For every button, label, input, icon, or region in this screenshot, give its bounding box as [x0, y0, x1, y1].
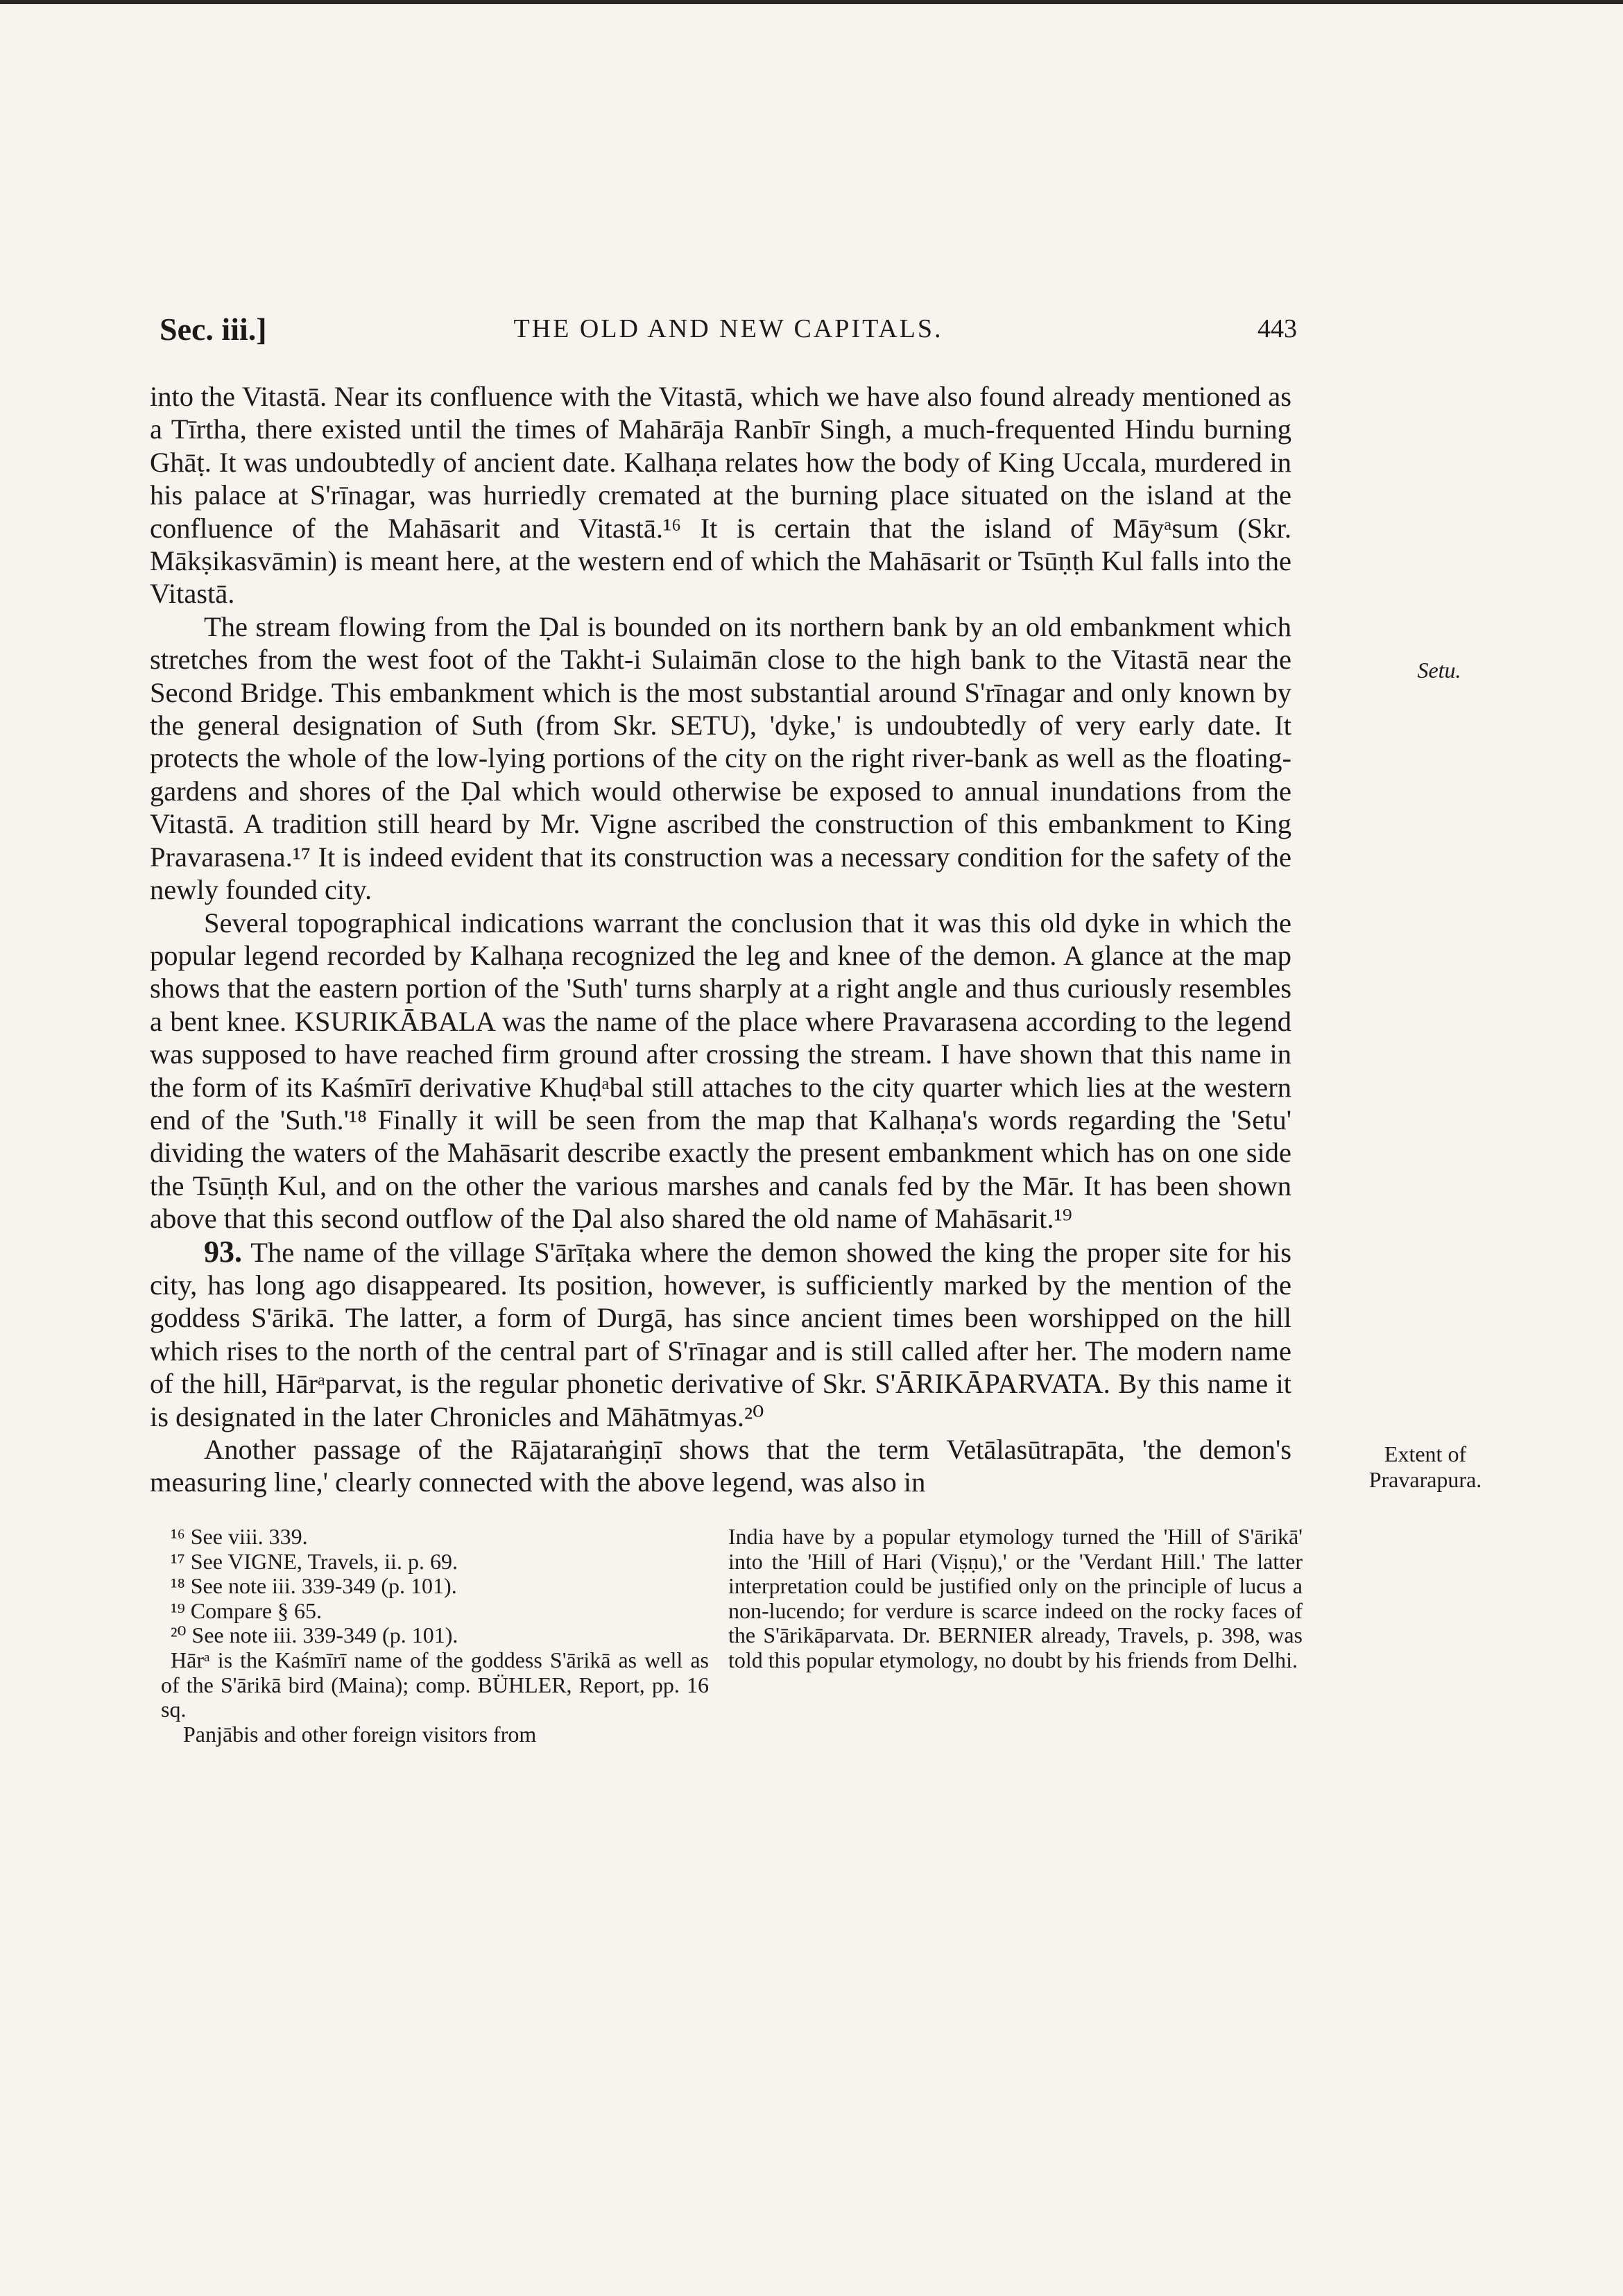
- paragraph-embankment: The stream flowing from the Ḍal is bounded on its northern bank by an old embankment which stretches from the west foot of the Takht-i Sulaimān close to the high bank to the Vitastā near the Second Bridge. This embankment which is the most substantial around S'rīnagar and only known by the general designation of Suth (from Skr. SETU), 'dyke,' is undoubtedly of very early date. It protects the whole of the low-lying portions of the city on the right river-bank as well as the floating-gardens and shores of the Ḍal which would otherwise be exposed to annual inundations from the Vitastā. A tradition still heard by Mr. Vigne ascribed the construction of this embankment to King Pravarasena.¹⁷ It is indeed evident that its construction was a necessary condition for the safety of the newly founded city.: [150, 610, 1291, 906]
- margin-note-extent-line2: Pravarapura.: [1368, 1467, 1482, 1492]
- paragraph-93-text: The name of the village S'ārīṭaka where the demon showed the king the proper site for his city, has long ago disappeared. Its position, however, is sufficiently marked by the mention of the goddess S'ārikā. The latter, a form of Durgā, has since ancient times been worshipped on the hill which rises to the north of the central part of S'rīnagar and is still called after her. The modern name of the hill, Hārᵃparvat, is the regular phonetic derivative of Skr. S'ĀRIKĀPARVATA. By this name it is designated in the later Chronicles and Māhātmyas.²⁰: [150, 1236, 1291, 1432]
- page-number: 443: [1257, 314, 1297, 343]
- section-label: Sec. iii.]: [160, 311, 267, 347]
- paragraph-93: [150, 1235, 1291, 1433]
- footnotes-right-column: [728, 1525, 1303, 1673]
- top-border-rule: [0, 0, 1623, 4]
- footnote-20-panjabis: Panjābis and other foreign visitors from: [183, 1721, 537, 1747]
- margin-note-extent: [1325, 1441, 1526, 1493]
- main-text: [150, 380, 1291, 1499]
- footnote-17: ¹⁷ See VIGNE, Travels, ii. p. 69.: [171, 1548, 458, 1574]
- footnote-19: ¹⁹ Compare § 65.: [171, 1597, 323, 1623]
- footnote-20-continued: India have by a popular etymology turned the 'Hill of S'ārikā' into the 'Hill of Hari (Viṣṇu),' or the 'Verdant Hill.' The latter interpretation could be justified only on the principle of lucus a non-lucendo; for verdure is scarce indeed on the rocky faces of the S'ārikāparvata. Dr. BERNIER already, Travels, p. 398, was told this popular etymology, no doubt by his friends from Delhi.: [728, 1524, 1303, 1672]
- footnote-20: ²⁰ See note iii. 339-349 (p. 101).: [171, 1622, 458, 1648]
- footnote-20-hara: Hārᵃ is the Kaśmīrī name of the goddess S'ārikā as well as of the S'ārikā bird (Maina); comp. BÜHLER, Report, pp. 16 sq.: [161, 1647, 709, 1722]
- running-header: [160, 311, 1297, 359]
- footnotes-left-column: [161, 1525, 709, 1747]
- footnote-16: ¹⁶ See viii. 339.: [171, 1524, 308, 1549]
- paragraph-vetalasutrapata: Another passage of the Rājataraṅgiṇī shows that the term Vetālasūtrapāta, 'the demon's measuring line,' clearly connected with the above legend, was also in: [150, 1434, 1291, 1498]
- page-title: THE OLD AND NEW CAPITALS.: [513, 314, 943, 343]
- paragraph-confluence: into the Vitastā. Near its confluence with the Vitastā, which we have also found already mentioned as a Tīrtha, there existed until the times of Mahārāja Ranbīr Singh, a much-frequented Hindu burning Ghāṭ. It was undoubtedly of ancient date. Kalhaṇa relates how the body of King Uccala, murdered in his palace at S'rīnagar, was hurriedly cremated at the burning place situated on the island at the confluence of the Mahāsarit and Vitastā.¹⁶ It is certain that the island of Māyᵃsum (Skr. Mākṣikasvāmin) is meant here, at the western end of which the Mahāsarit or Tsūṇṭh Kul falls into the Vitastā.: [150, 381, 1291, 610]
- margin-note-setu: Setu.: [1417, 658, 1461, 683]
- section-number: 93.: [204, 1234, 242, 1269]
- paragraph-topography: Several topographical indications warrant the conclusion that it was this old dyke in which the popular legend recorded by Kalhaṇa recognized the leg and knee of the demon. A glance at the map shows that the eastern portion of the 'Suth' turns sharply at a right angle and thus curiously resembles a bent knee. KSURIKĀBALA was the name of the place where Pravarasena according to the legend was supposed to have reached firm ground after crossing the stream. I have shown that this name in the form of its Kaśmīrī derivative Khuḍᵃbal still attaches to the city quarter which lies at the western end of the 'Suth.'¹⁸ Finally it will be seen from the map that Kalhaṇa's words regarding the 'Setu' dividing the waters of the Mahāsarit describe exactly the present embankment which has on one side the Tsūṇṭh Kul, and on the other the various marshes and canals fed by the Mār. It has been shown above that this second outflow of the Ḍal also shared the old name of Mahāsarit.¹⁹: [150, 907, 1291, 1235]
- margin-note-extent-line1: Extent of: [1384, 1441, 1467, 1466]
- footnote-18: ¹⁸ See note iii. 339-349 (p. 101).: [171, 1573, 457, 1599]
